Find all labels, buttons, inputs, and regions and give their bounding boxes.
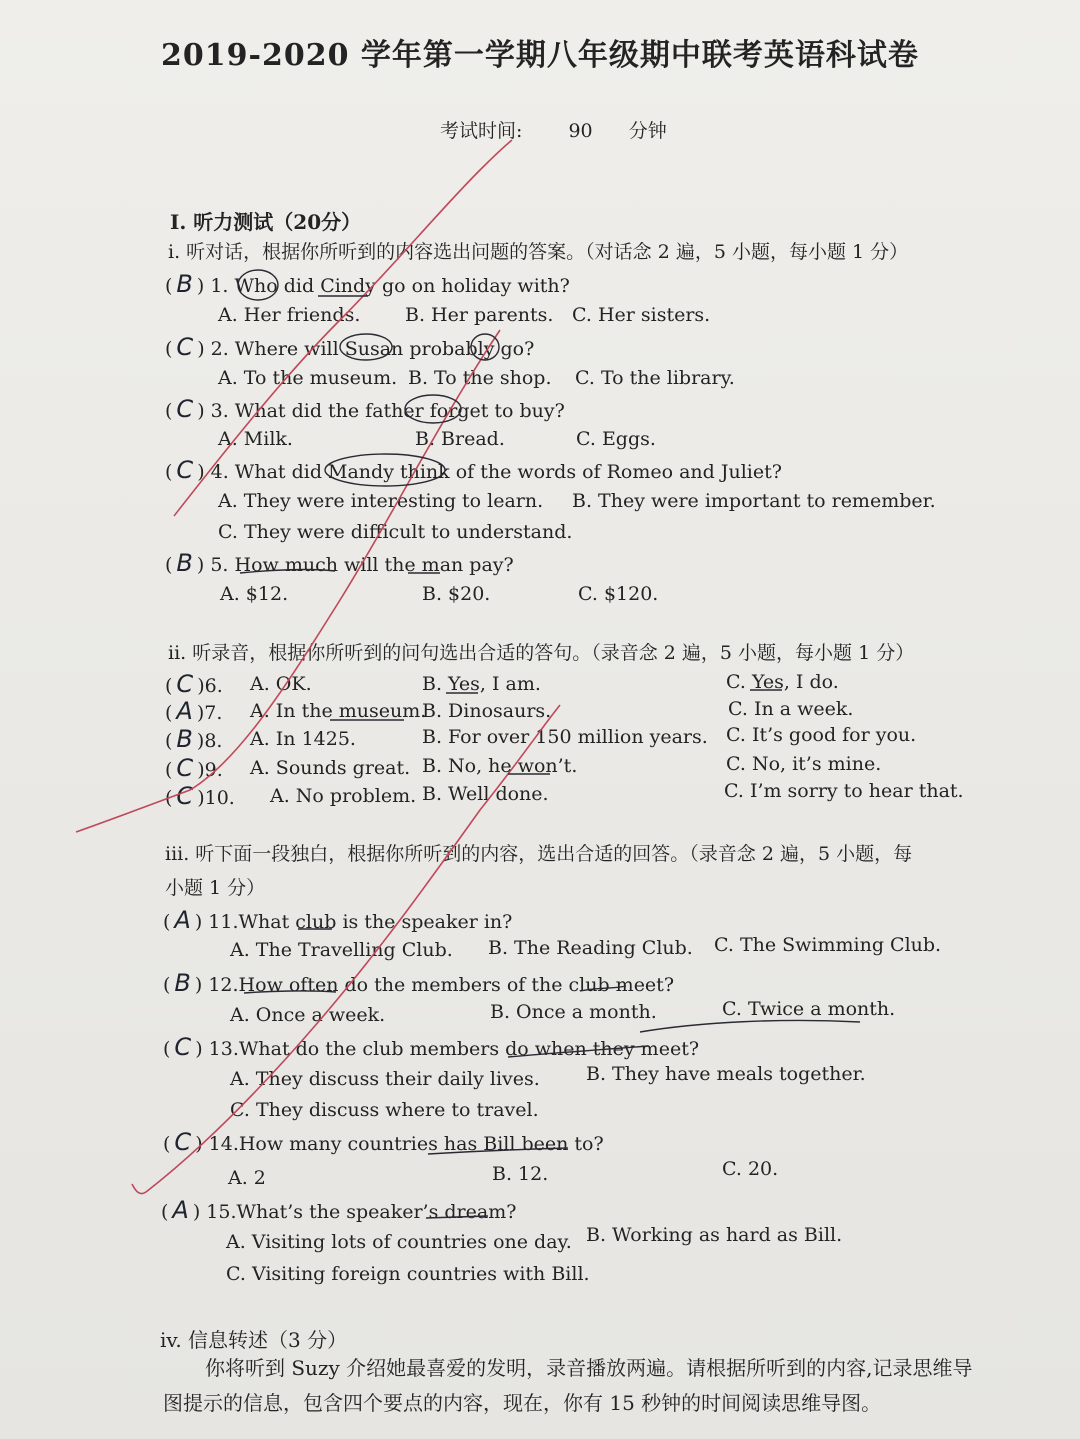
handwritten-answer: A — [174, 906, 191, 934]
question-row: ( C )9. — [165, 754, 223, 782]
question-text: 11.What club is the speaker in? — [208, 911, 513, 933]
squiggle-once-a-week — [640, 1020, 860, 1032]
exam-time-unit: 分钟 — [628, 120, 667, 142]
option: B. 12. — [492, 1163, 549, 1185]
option: C. To the library. — [575, 367, 735, 389]
question-row: ( B ) 5. How much will the man pay? — [165, 549, 514, 577]
handwritten-answer: C — [174, 1128, 192, 1156]
question-row: ( B ) 1. Who did Cindy go on holiday with? — [165, 270, 570, 298]
part-i-instructions: i. 听对话，根据你所听到的内容选出问题的答案。（对话念 2 遍，5 小题，每小题 1 分） — [168, 241, 909, 263]
circle-who — [238, 270, 278, 300]
option: A. $12. — [220, 583, 289, 605]
option: C. The Swimming Club. — [714, 934, 942, 956]
option: B. $20. — [422, 583, 491, 605]
option: C. They discuss where to travel. — [230, 1099, 539, 1121]
handwritten-answer: B — [176, 549, 193, 577]
question-row: ( B )8. — [165, 725, 223, 753]
handwritten-answer: B — [174, 969, 191, 997]
option: B. The Reading Club. — [488, 937, 693, 959]
handwritten-answer: B — [176, 725, 193, 753]
part-iii-instructions: iii. 听下面一段独白，根据你所听到的内容，选出合适的回答。（录音念 2 遍，5 小题，每 — [165, 843, 913, 865]
option: B. They were important to remember. — [572, 490, 936, 512]
option: A. In the museum. — [250, 700, 427, 722]
handwritten-answer: B — [176, 270, 193, 298]
handwritten-answer: C — [174, 1033, 192, 1061]
option: C. Yes, I do. — [726, 671, 839, 693]
question-row: ( C ) 14.How many countries has Bill been to? — [163, 1128, 604, 1156]
option: B. Her parents. — [405, 304, 554, 326]
pencil-annotations — [238, 270, 860, 1218]
question-row: ( A ) 15.What’s the speaker’s dream? — [161, 1196, 517, 1224]
question-row: ( A ) 11.What club is the speaker in? — [163, 906, 513, 934]
question-number: 10. — [204, 787, 235, 809]
question-row: ( C ) 3. What did the father forget to buy? — [165, 395, 565, 423]
handwritten-answer: C — [176, 333, 194, 361]
handwritten-answer: C — [176, 782, 194, 810]
option: B. Working as hard as Bill. — [586, 1224, 843, 1246]
option: C. It’s good for you. — [726, 724, 917, 746]
option: A. No problem. — [270, 785, 417, 807]
handwritten-answer: C — [176, 395, 194, 423]
question-text: 2. Where will Susan probably go? — [210, 338, 535, 360]
circle-susan — [340, 334, 392, 360]
underline-how-often — [244, 991, 336, 993]
question-text: 3. What did the father forget to buy? — [210, 400, 565, 422]
option: C. Twice a month. — [722, 998, 896, 1020]
option: A. Visiting lots of countries one day. — [226, 1231, 572, 1253]
option: A. 2 — [228, 1167, 266, 1189]
option: B. Yes, I am. — [422, 673, 541, 695]
question-row: ( C )6. — [165, 670, 223, 698]
option: C. No, it’s mine. — [726, 753, 882, 775]
question-text: 1. Who did Cindy go on holiday with? — [210, 275, 570, 297]
option: B. Well done. — [422, 783, 549, 805]
red-check-stroke-2 — [76, 330, 500, 832]
option: A. Her friends. — [218, 304, 361, 326]
handwritten-answer: C — [176, 456, 194, 484]
option: C. Visiting foreign countries with Bill. — [226, 1263, 590, 1285]
underline-when-they-meet — [508, 1046, 648, 1057]
option: B. Once a month. — [490, 1001, 657, 1023]
underline-how-much — [240, 570, 335, 573]
option: C. Eggs. — [576, 428, 656, 450]
red-check-stroke-1 — [174, 140, 512, 516]
option: C. I’m sorry to hear that. — [724, 780, 964, 802]
underline-meet — [580, 986, 626, 991]
question-number: 9. — [204, 759, 223, 781]
part-iv-line1: 你将听到 Suzy 介绍她最喜爱的发明，录音播放两遍。请根据所听到的内容,记录思维导 — [205, 1356, 973, 1380]
question-text: 12.How often do the members of the club meet? — [208, 974, 675, 996]
part-iv-heading: iv. 信息转述（3 分） — [160, 1328, 348, 1352]
question-number: 6. — [204, 675, 223, 697]
red-check-marks — [76, 140, 560, 1194]
underline-dream — [426, 1216, 488, 1218]
handwritten-answer: C — [176, 754, 194, 782]
exam-title: 2019-2020 学年第一学期八年级期中联考英语科试卷 — [161, 38, 919, 73]
section-heading: Ⅰ. 听力测试（20分） — [170, 210, 362, 234]
option: A. The Travelling Club. — [230, 939, 453, 961]
option: B. They have meals together. — [586, 1063, 866, 1085]
handwritten-answer: C — [176, 670, 194, 698]
option: B. No, he won’t. — [422, 755, 578, 777]
exam-time-value: 90 — [568, 120, 593, 142]
option: C. Her sisters. — [572, 304, 711, 326]
question-number: 8. — [204, 730, 223, 752]
option: A. Milk. — [218, 428, 293, 450]
red-check-stroke-3 — [132, 705, 560, 1194]
circle-forget — [405, 395, 461, 423]
part-iii-instructions-cont: 小题 1 分） — [165, 877, 266, 899]
question-number: 7. — [204, 702, 223, 724]
option: A. They were interesting to learn. — [218, 490, 544, 512]
option: A. To the museum. — [218, 367, 398, 389]
question-row: ( C ) 2. Where will Susan probably go? — [165, 333, 535, 361]
part-ii-instructions: ii. 听录音，根据你所听到的问句选出合适的答句。（录音念 2 遍，5 小题，每小题 1 分） — [168, 642, 915, 664]
question-row: ( B ) 12.How often do the members of the club meet? — [163, 969, 675, 997]
question-row: ( A )7. — [165, 697, 223, 725]
option: C. They were difficult to understand. — [218, 521, 573, 543]
option: B. Bread. — [415, 428, 505, 450]
question-text: 13.What do the club members do when they meet? — [208, 1038, 700, 1060]
question-text: 15.What’s the speaker’s dream? — [206, 1201, 517, 1223]
handwritten-answer: A — [172, 1196, 189, 1224]
option: C. $120. — [578, 583, 659, 605]
question-text: 14.How many countries has Bill been to? — [208, 1133, 604, 1155]
part-iv-line2: 图提示的信息，包含四个要点的内容，现在，你有 15 秒钟的时间阅读思维导图。 — [163, 1391, 882, 1415]
option: B. Dinosaurs. — [422, 700, 552, 722]
question-row: ( C ) 13.What do the club members do when they meet? — [163, 1033, 700, 1061]
option: A. In 1425. — [250, 728, 356, 750]
handwritten-answer: A — [176, 697, 193, 725]
question-text: 5. How much will the man pay? — [210, 554, 514, 576]
question-row: ( C )10. — [165, 782, 235, 810]
option: C. 20. — [722, 1158, 779, 1180]
question-text: 4. What did Mandy think of the words of Romeo and Juliet? — [210, 461, 782, 483]
circle-mandy — [325, 454, 445, 486]
question-row: ( C ) 4. What did Mandy think of the words of Romeo and Juliet? — [165, 456, 782, 484]
option: A. OK. — [250, 673, 312, 695]
option: A. Sounds great. — [250, 757, 411, 779]
option: C. In a week. — [728, 698, 854, 720]
underline-has-bill — [428, 1148, 568, 1154]
option: A. They discuss their daily lives. — [230, 1068, 540, 1090]
option: A. Once a week. — [230, 1004, 386, 1026]
circle-go — [471, 334, 499, 360]
option: B. For over 150 million years. — [422, 726, 708, 748]
option: B. To the shop. — [408, 367, 552, 389]
exam-time-label: 考试时间: — [440, 120, 523, 142]
